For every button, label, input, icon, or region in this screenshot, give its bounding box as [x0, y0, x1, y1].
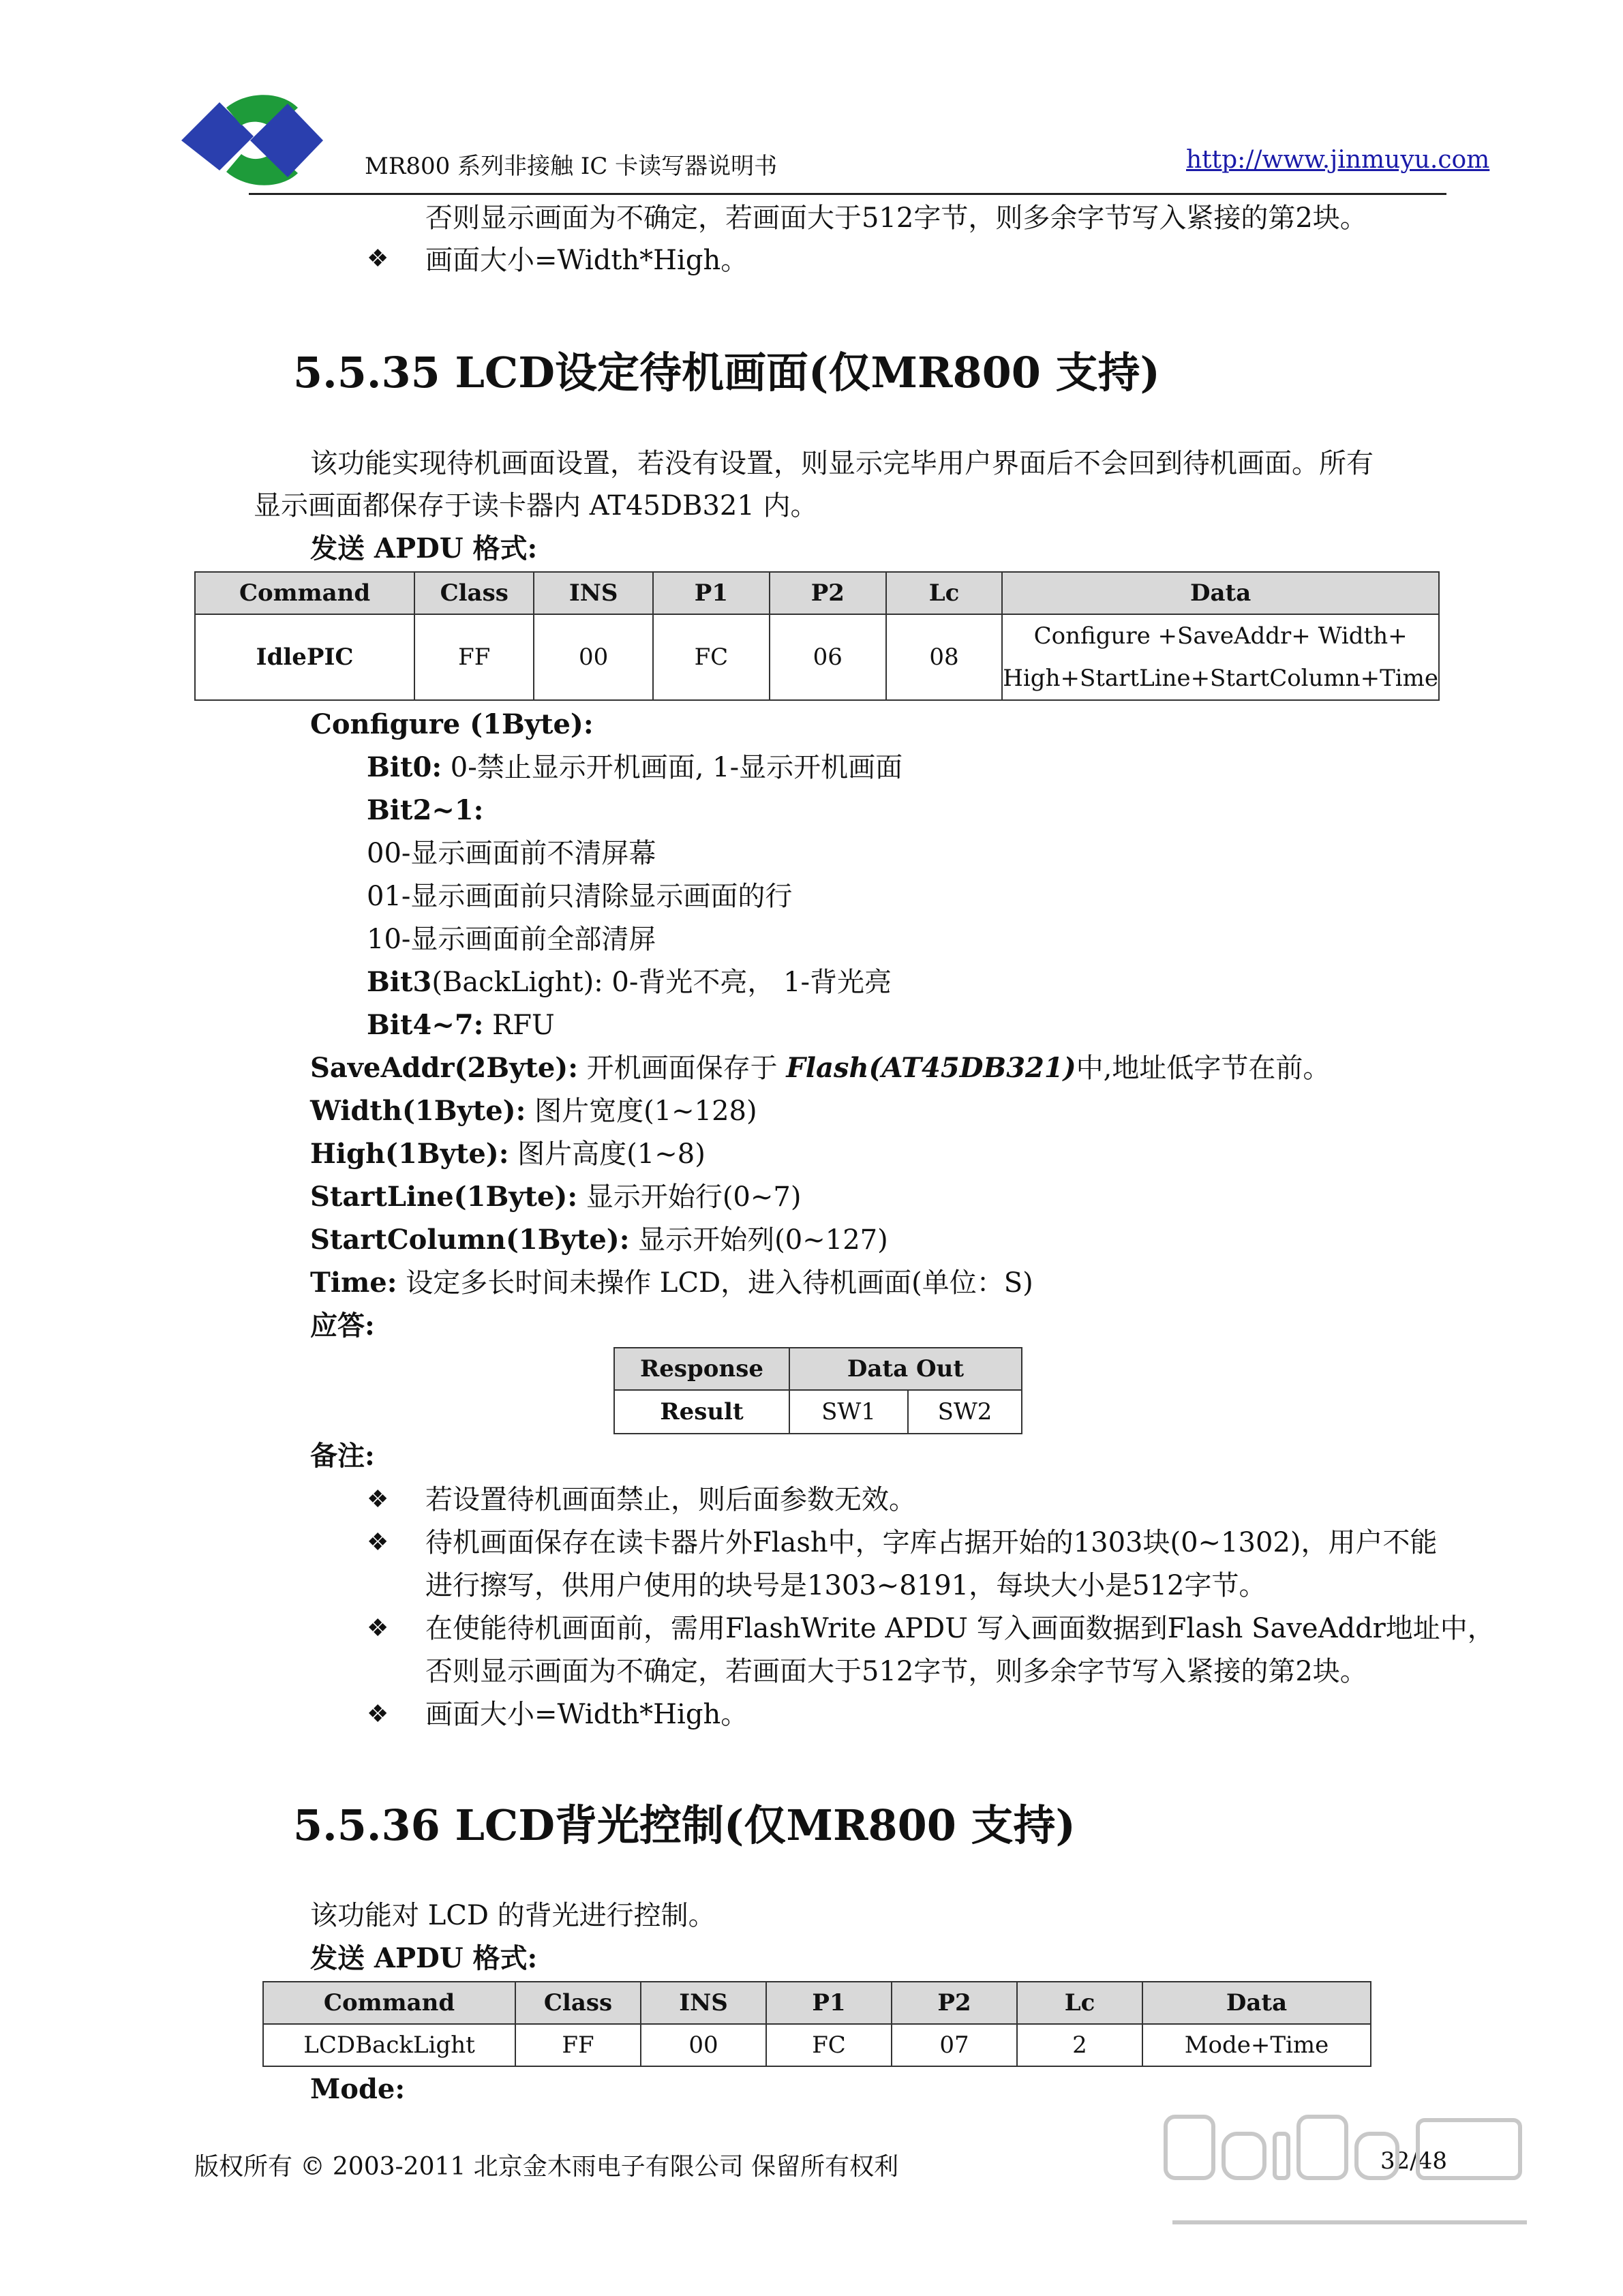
- bullet-icon: ❖: [367, 1614, 389, 1642]
- startcolumn-line: [310, 1226, 888, 1254]
- send-apdu-label: 发送 APDU 格式:: [310, 532, 538, 564]
- note-2-line-2: 进行擦写，供用户使用的块号是1303~8191，每块大小是512字节。: [425, 1570, 1266, 1601]
- bit3-line: [367, 966, 892, 998]
- high-line: [310, 1138, 706, 1170]
- bullet-icon: ❖: [367, 1528, 389, 1556]
- section-intro: 该功能对 LCD 的背光进行控制。: [310, 1900, 716, 1931]
- high-text: 图片高度(1~8): [509, 1138, 706, 1170]
- cell-lc: 08: [886, 614, 1003, 700]
- col-header-lc: Lc: [1017, 1982, 1142, 2024]
- col-header-p2: P2: [892, 1982, 1017, 2024]
- col-header-data: Data: [1002, 572, 1439, 614]
- picture-size-line: 画面大小=Width*High。: [425, 245, 748, 276]
- col-header-p1: P1: [766, 1982, 892, 2024]
- watermark-logo: [1159, 2103, 1541, 2250]
- cell-class: FF: [515, 2024, 641, 2066]
- cell-lc: 2: [1017, 2024, 1142, 2066]
- cell-data: Mode+Time: [1142, 2024, 1371, 2066]
- startline-label: StartLine(1Byte):: [310, 1181, 578, 1213]
- notes-label: 备注:: [310, 1440, 375, 1472]
- note-3-line-1: 在使能待机画面前，需用FlashWrite APDU 写入画面数据到Flash SaveAddr地址中，: [425, 1613, 1495, 1644]
- bit3-label: Bit3: [367, 966, 432, 998]
- apdu-table-lcdbacklight: [262, 1981, 1371, 2067]
- section-intro-line-1: 该功能实现待机画面设置，若没有设置，则显示完毕用户界面后不会回到待机画面。所有: [310, 448, 1374, 479]
- col-header-data-out: Data Out: [789, 1348, 1022, 1390]
- col-header-data: Data: [1142, 1982, 1371, 2024]
- option-10: 10-显示画面前全部清屏: [367, 924, 656, 955]
- table-header-row: [195, 572, 1439, 614]
- response-label: 应答:: [310, 1310, 375, 1342]
- section-title-5-5-35: 5.5.35 LCD设定待机画面(仅MR800 支持): [293, 348, 1160, 397]
- startcolumn-label: StartColumn(1Byte):: [310, 1224, 630, 1256]
- cell-data-line-2: High+StartLine+StartColumn+Time: [1003, 665, 1438, 692]
- cell-data: [1002, 614, 1439, 700]
- header-divider: [249, 193, 1446, 195]
- section-title-5-5-36: 5.5.36 LCD背光控制(仅MR800 支持): [293, 1800, 1076, 1850]
- saveaddr-text: 开机画面保存于: [577, 1053, 787, 1084]
- width-line: [310, 1095, 757, 1127]
- bit4-7-line: [367, 1009, 555, 1041]
- table-row: [195, 614, 1439, 700]
- col-header-command: Command: [195, 572, 414, 614]
- cell-p2: 06: [770, 614, 886, 700]
- saveaddr-tail: 中,地址低字节在前。: [1076, 1053, 1331, 1084]
- saveaddr-line: [310, 1052, 1331, 1084]
- high-label: High(1Byte):: [310, 1138, 509, 1170]
- table-header-row: [614, 1348, 1022, 1390]
- time-text: 设定多长时间未操作 LCD，进入待机画面(单位：S): [397, 1267, 1033, 1299]
- startline-line: [310, 1183, 801, 1211]
- cell-result: Result: [614, 1390, 789, 1434]
- header-url-link[interactable]: http://www.jinmuyu.com: [1186, 146, 1490, 174]
- col-header-command: Command: [263, 1982, 515, 2024]
- bit2-1-label: Bit2~1:: [367, 794, 484, 826]
- cell-ins: 00: [641, 2024, 766, 2066]
- startcolumn-text: 显示开始列(0~127): [629, 1224, 888, 1256]
- time-label: Time:: [310, 1267, 397, 1299]
- width-label: Width(1Byte):: [310, 1095, 526, 1127]
- cell-p1: FC: [766, 2024, 892, 2066]
- width-text: 图片宽度(1~128): [526, 1096, 757, 1127]
- col-header-response: Response: [614, 1348, 789, 1390]
- col-header-p2: P2: [770, 572, 886, 614]
- col-header-class: Class: [414, 572, 534, 614]
- response-table: [613, 1347, 1022, 1434]
- time-line: [310, 1269, 1033, 1297]
- cell-sw1: SW1: [789, 1390, 908, 1434]
- col-header-p1: P1: [653, 572, 770, 614]
- bullet-icon: ❖: [367, 245, 389, 273]
- bit4-7-text: RFU: [483, 1010, 555, 1041]
- cell-sw2: SW2: [908, 1390, 1022, 1434]
- bit4-7-label: Bit4~7:: [367, 1009, 484, 1041]
- header-title: MR800 系列非接触 IC 卡读写器说明书: [365, 153, 778, 180]
- bit0-text: 0-禁止显示开机画面, 1-显示开机画面: [442, 752, 903, 783]
- cell-command: LCDBackLight: [263, 2024, 515, 2066]
- note-3-line-2: 否则显示画面为不确定，若画面大于512字节，则多余字节写入紧接的第2块。: [425, 1656, 1367, 1687]
- saveaddr-flash: Flash(AT45DB321): [786, 1052, 1076, 1084]
- note-2-line-1: 待机画面保存在读卡器片外Flash中，字库占据开始的1303块(0~1302)，用户不能: [425, 1527, 1438, 1558]
- cell-command: IdlePIC: [195, 614, 414, 700]
- bit0-line: [367, 751, 903, 783]
- cell-class: FF: [414, 614, 534, 700]
- send-apdu-label: 发送 APDU 格式:: [310, 1942, 538, 1974]
- bit3-text: (BackLight): 0-背光不亮， 1-背光亮: [431, 967, 892, 998]
- mode-label: Mode:: [310, 2073, 406, 2105]
- company-logo: [179, 87, 325, 193]
- table-row: [614, 1390, 1022, 1434]
- option-01: 01-显示画面前只清除显示画面的行: [367, 881, 793, 912]
- configure-label: Configure (1Byte):: [310, 708, 594, 740]
- col-header-class: Class: [515, 1982, 641, 2024]
- continuation-line: 否则显示画面为不确定，若画面大于512字节，则多余字节写入紧接的第2块。: [425, 202, 1367, 234]
- startline-text: 显示开始行(0~7): [577, 1181, 802, 1213]
- table-header-row: [263, 1982, 1371, 2024]
- cell-data-line-1: Configure +SaveAddr+ Width+: [1033, 622, 1408, 650]
- footer-copyright: 版权所有 © 2003-2011 北京金木雨电子有限公司 保留所有权利: [194, 2153, 899, 2181]
- cell-p1: FC: [653, 614, 770, 700]
- bit0-label: Bit0:: [367, 751, 442, 783]
- col-header-ins: INS: [534, 572, 653, 614]
- note-1: 若设置待机画面禁止，则后面参数无效。: [425, 1484, 916, 1515]
- col-header-lc: Lc: [886, 572, 1003, 614]
- cell-ins: 00: [534, 614, 653, 700]
- section-intro-line-2: 显示画面都保存于读卡器内 AT45DB321 内。: [254, 490, 818, 522]
- table-row: [263, 2024, 1371, 2066]
- apdu-table-idlepic: [194, 571, 1440, 701]
- saveaddr-label: SaveAddr(2Byte):: [310, 1052, 578, 1084]
- cell-p2: 07: [892, 2024, 1017, 2066]
- col-header-ins: INS: [641, 1982, 766, 2024]
- option-00: 00-显示画面前不清屏幕: [367, 838, 656, 869]
- bullet-icon: ❖: [367, 1700, 389, 1728]
- page-number: 32/48: [1380, 2147, 1447, 2175]
- bullet-icon: ❖: [367, 1485, 389, 1513]
- note-4: 画面大小=Width*High。: [425, 1699, 748, 1730]
